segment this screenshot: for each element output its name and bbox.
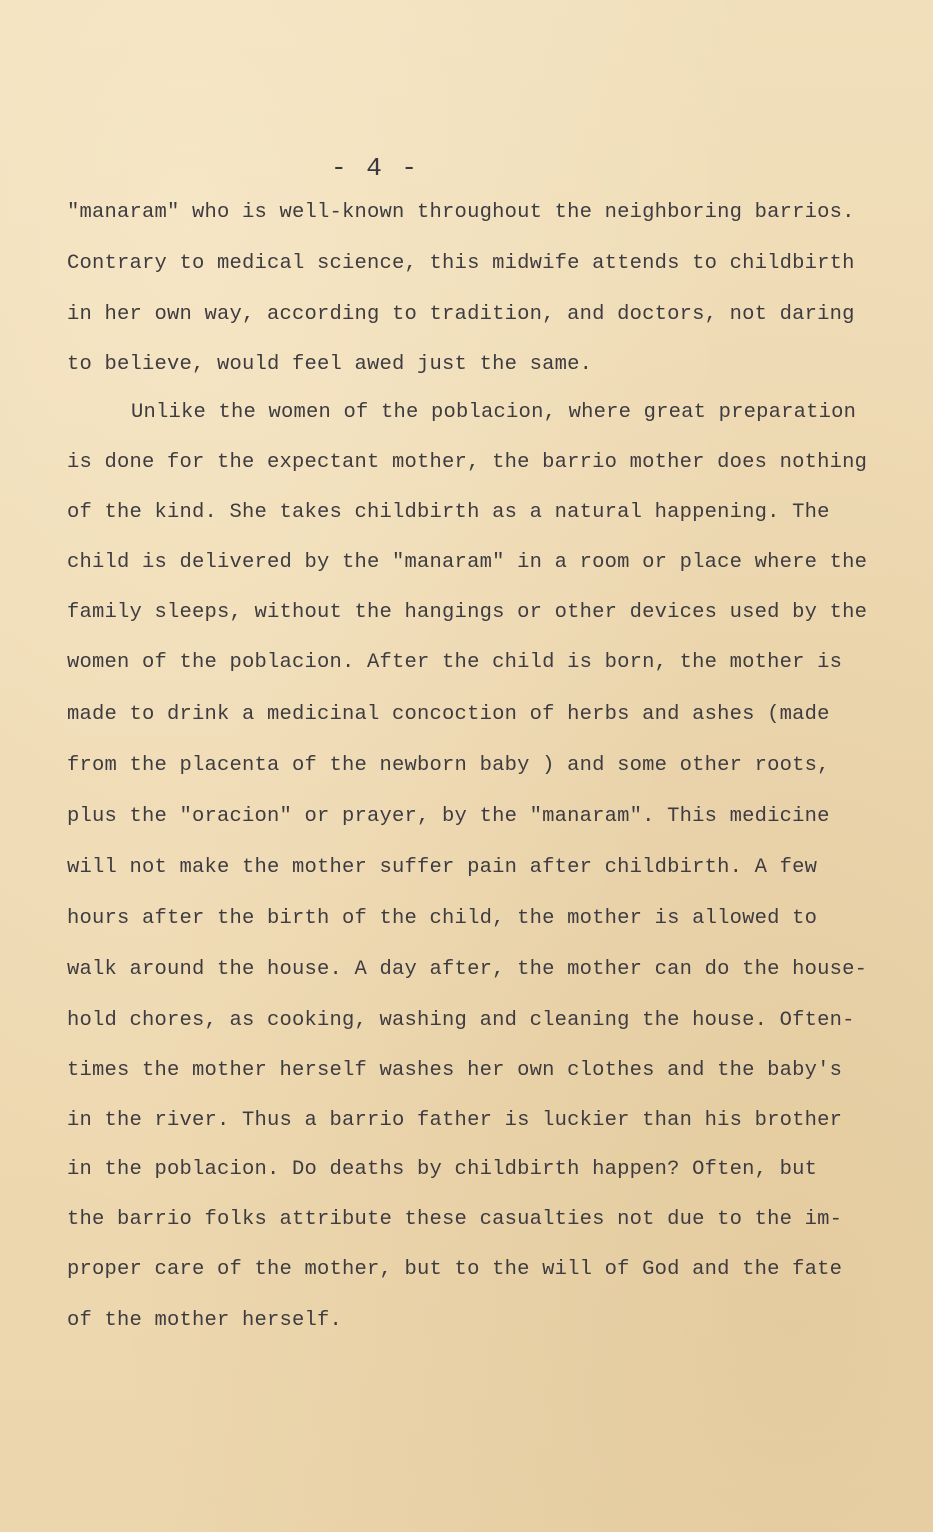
text-line-13: plus the "oracion" or prayer, by the "manaram". This medicine xyxy=(67,805,830,828)
text-line-1: "manaram" who is well-known throughout the neighboring barrios. xyxy=(67,201,855,224)
text-line-10: women of the poblacion. After the child is born, the mother is xyxy=(67,651,843,674)
page-number: - 4 - xyxy=(330,153,419,183)
text-line-5: Unlike the women of the poblacion, where great preparation xyxy=(131,401,857,424)
text-line-9: family sleeps, without the hangings or other devices used by the xyxy=(67,601,868,624)
text-line-16: walk around the house. A day after, the mother can do the house- xyxy=(67,958,868,981)
text-line-14: will not make the mother suffer pain after childbirth. A few xyxy=(67,856,818,879)
text-line-22: proper care of the mother, but to the will of God and the fate xyxy=(67,1258,843,1281)
text-line-21: the barrio folks attribute these casualties not due to the im- xyxy=(67,1208,843,1231)
text-line-4: to believe, would feel awed just the same. xyxy=(67,353,593,376)
text-line-17: hold chores, as cooking, washing and cleaning the house. Often- xyxy=(67,1009,855,1032)
text-line-15: hours after the birth of the child, the mother is allowed to xyxy=(67,907,818,930)
text-line-6: is done for the expectant mother, the barrio mother does nothing xyxy=(67,451,868,474)
text-line-8: child is delivered by the "manaram" in a room or place where the xyxy=(67,551,868,574)
text-line-7: of the kind. She takes childbirth as a natural happening. The xyxy=(67,501,830,524)
text-line-19: in the river. Thus a barrio father is luckier than his brother xyxy=(67,1109,843,1132)
text-line-18: times the mother herself washes her own clothes and the baby's xyxy=(67,1059,843,1082)
text-line-3: in her own way, according to tradition, and doctors, not daring xyxy=(67,303,855,326)
text-line-11: made to drink a medicinal concoction of herbs and ashes (made xyxy=(67,703,830,726)
text-line-20: in the poblacion. Do deaths by childbirth happen? Often, but xyxy=(67,1158,818,1181)
text-line-2: Contrary to medical science, this midwife attends to childbirth xyxy=(67,252,855,275)
text-line-12: from the placenta of the newborn baby ) and some other roots, xyxy=(67,754,830,777)
text-line-23: of the mother herself. xyxy=(67,1309,343,1332)
